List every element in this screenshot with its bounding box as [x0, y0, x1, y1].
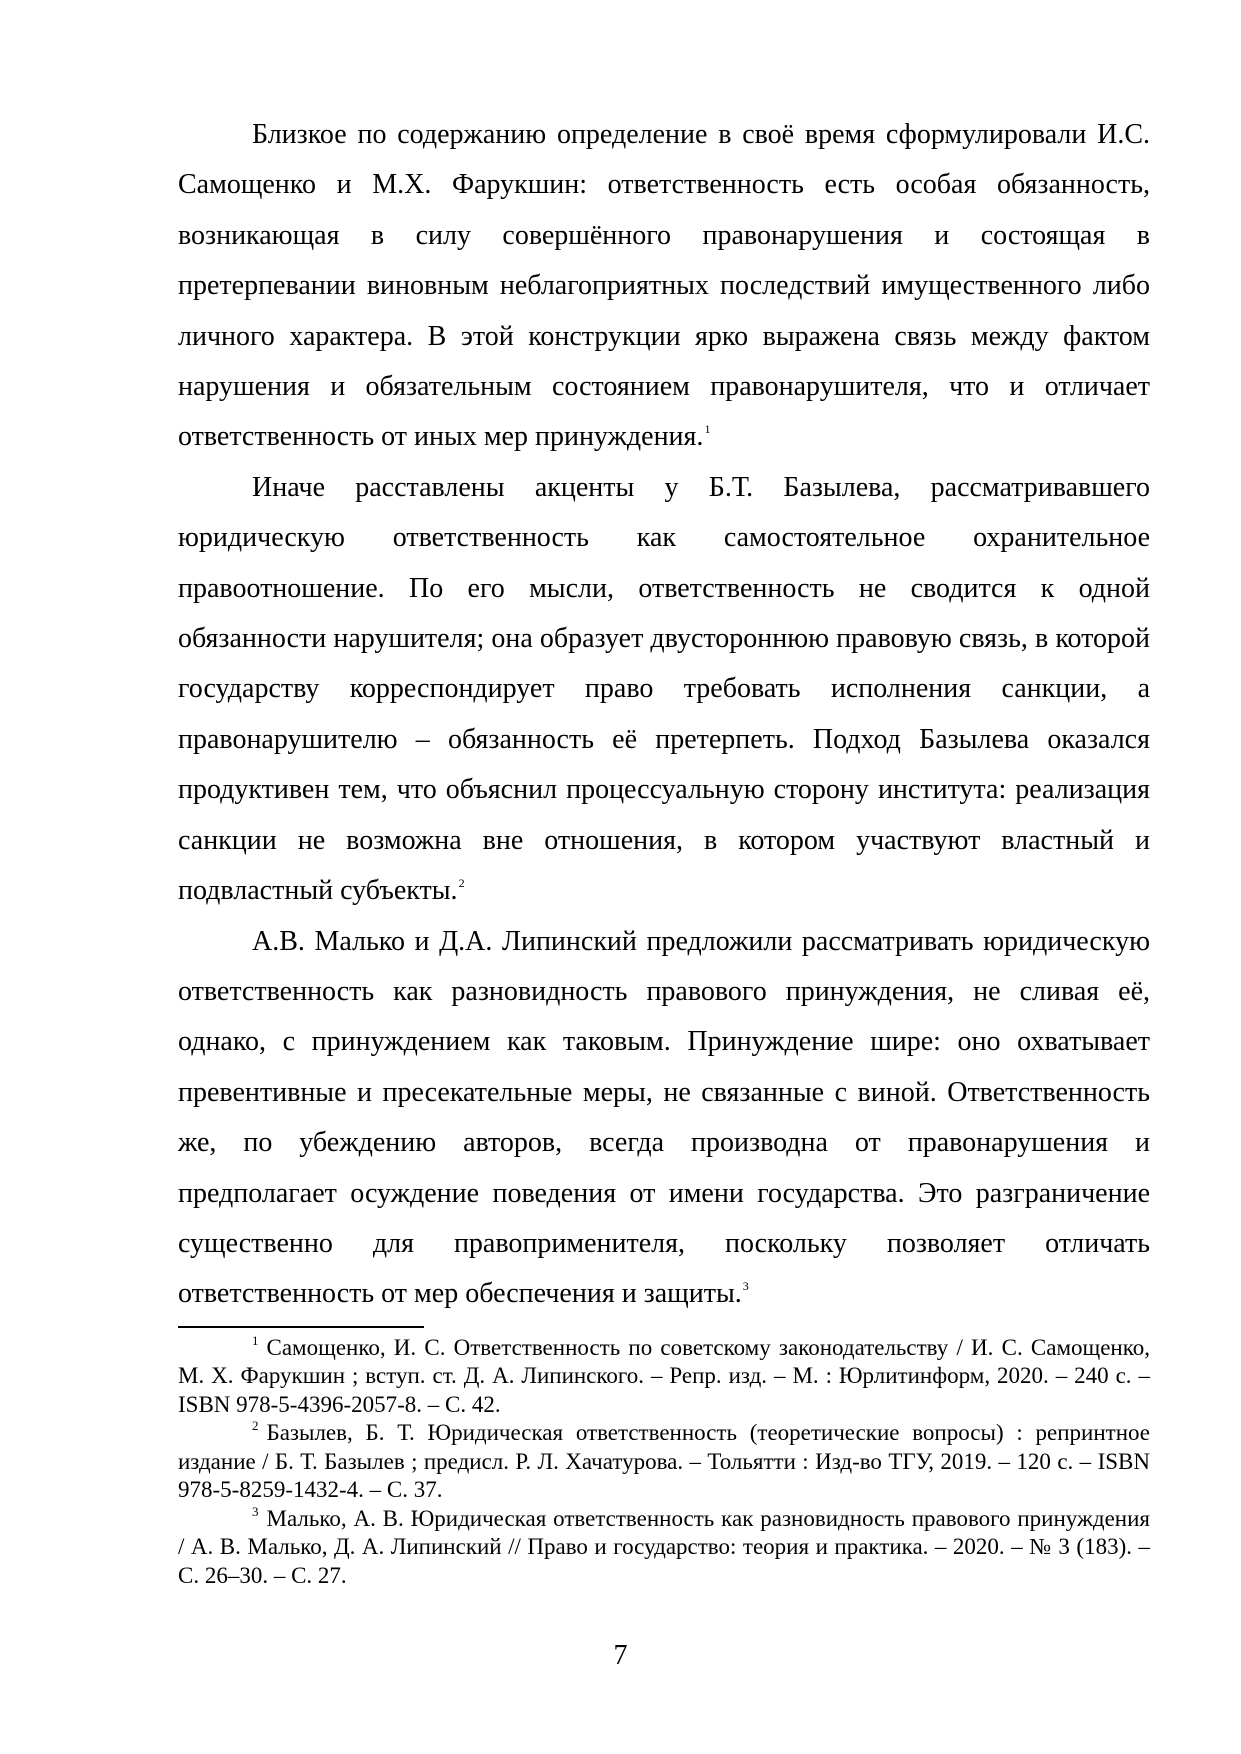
footnote-2-text: Базылев, Б. Т. Юридическая ответственность (теоретические вопросы) : репринтное издание / Б. Т. Базылев ; предисл. Р. Л. Хачатурова. – Тольятти : Изд-во ТГУ, 2019. – 120 с. – ISBN 978-5-8259-1432-4. – С. 37. — [178, 1420, 1150, 1503]
footnote-3-text: Малько, А. В. Юридическая ответственность как разновидность правового принуждения / А. В. Малько, Д. А. Липинский // Право и государство: теория и практика. – 2020. – № 3 (183). – С. 26–30. – С. 27. — [178, 1505, 1150, 1588]
footnote-ref-2[interactable]: 2 — [458, 876, 465, 891]
footnote-1 — [178, 1334, 1150, 1420]
paragraph-3-text: А.В. Малько и Д.А. Липинский предложили рассматривать юридическую ответственность как разновидность правового принуждения, не сливая её, однако, с принуждением как таковым. Принуждение шире: оно охватывает превентивные и пресекательные меры, не связанные с виной. Ответственность же, по убеждению авторов, всегда производна от правонарушения и предполагает осуждение поведения от имени государства. Это разграничение существенно для правоприменителя, поскольку позволяет отличать ответственность от мер обеспечения и защиты. — [178, 925, 1150, 1310]
footnotes — [178, 1334, 1150, 1591]
footnote-3-number: 3 — [252, 1503, 259, 1519]
document-page — [178, 110, 1150, 1590]
paragraph-3 — [178, 917, 1150, 1320]
main-text — [178, 110, 1150, 1320]
paragraph-1-text: Близкое по содержанию определение в своё время сформулировали И.С. Самощенко и М.Х. Фарукшин: ответственность есть особая обязанность, возникающая в силу совершённого правонарушения и состоящая в претерпевании виновным неблагоприятных последствий имущественного либо личного характера. В этой конструкции ярко выражена связь между фактом нарушения и обязательным состоянием правонарушителя, что и отличает ответственность от иных мер принуждения. — [178, 119, 1150, 453]
footnote-3 — [178, 1505, 1150, 1591]
paragraph-2-text: Иначе расставлены акценты у Б.Т. Базылева, рассматривавшего юридическую ответственность как самостоятельное охранительное правоотношение. По его мысли, ответственность не сводится к одной обязанности нарушителя; она образует двустороннюю правовую связь, в которой государству корреспондирует право требовать исполнения санкции, а правонарушителю – обязанность её претерпеть. Подход Базылева оказался продуктивен тем, что объяснил процессуальную сторону института: реализация санкции не возможна вне отношения, в котором участвуют властный и подвластный субъекты. — [178, 471, 1150, 907]
footnote-2 — [178, 1419, 1150, 1505]
footnote-separator — [178, 1326, 424, 1328]
footnote-2-number: 2 — [252, 1418, 259, 1434]
footnote-1-text: Самощенко, И. С. Ответственность по советскому законодательству / И. С. Самощенко, М. Х. Фарукшин ; вступ. ст. Д. А. Липинского. – Репр. изд. – М. : Юрлитинформ, 2020. – 240 с. – ISBN 978-5-4396-2057-8. – С. 42. — [178, 1334, 1150, 1417]
page-number: 7 — [613, 1640, 628, 1671]
paragraph-2 — [178, 463, 1150, 917]
footnote-1-number: 1 — [252, 1332, 259, 1348]
paragraph-1 — [178, 110, 1150, 463]
footnote-ref-1[interactable]: 1 — [704, 422, 711, 437]
footnote-ref-3[interactable]: 3 — [742, 1279, 749, 1294]
